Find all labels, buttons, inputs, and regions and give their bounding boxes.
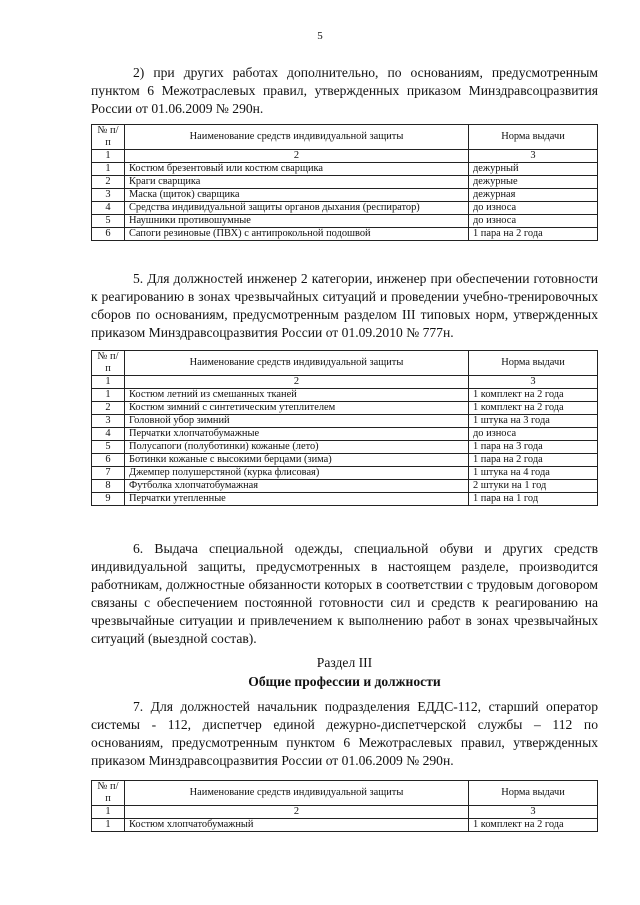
ppe-table-2 <box>91 350 598 506</box>
header-num: № п/п <box>92 125 125 150</box>
section-label: Раздел III <box>316 655 373 670</box>
ppe-name: Ботинки кожаные с высокими берцами (зима) <box>125 454 469 467</box>
issue-norm: 1 комплект на 2 года <box>469 402 598 415</box>
row-number: 1 <box>92 389 125 402</box>
table-row <box>92 215 598 228</box>
issue-norm: 1 пара на 3 года <box>469 441 598 454</box>
header-name: Наименование средств индивидуальной защиты <box>125 125 469 150</box>
table-row <box>92 480 598 493</box>
ppe-table-3 <box>91 780 598 832</box>
ppe-name: Маска (щиток) сварщика <box>125 189 469 202</box>
ppe-name: Костюм хлопчатобумажный <box>125 819 469 832</box>
issue-norm: 1 штука на 4 года <box>469 467 598 480</box>
issue-norm: 2 штуки на 1 год <box>469 480 598 493</box>
row-number: 4 <box>92 428 125 441</box>
table-row <box>92 454 598 467</box>
row-number: 5 <box>92 441 125 454</box>
row-number: 3 <box>92 189 125 202</box>
table-row <box>92 819 598 832</box>
issue-norm: 1 пара на 2 года <box>469 228 598 241</box>
paragraph-5: 5. Для должностей инженер 2 категории, инженер при обеспечении готовности к реагированию в зонах чрезвычайных ситуаций и проведении учебно-тренировочных сборов по основаниям, предусмотренным разделом III типовых норм, утвержденных приказом Минздравсоцразвития России от 01.09.2010 № 777н. <box>91 271 598 340</box>
row-number: 2 <box>92 176 125 189</box>
table-header-row <box>92 351 598 376</box>
ppe-name: Головной убор зимний <box>125 415 469 428</box>
table-3-body <box>92 819 598 832</box>
row-number: 6 <box>92 454 125 467</box>
ppe-name: Костюм летний из смешанных тканей <box>125 389 469 402</box>
row-number: 8 <box>92 480 125 493</box>
header-name: Наименование средств индивидуальной защиты <box>125 351 469 376</box>
issue-norm: 1 комплект на 2 года <box>469 389 598 402</box>
issue-norm: до износа <box>469 202 598 215</box>
ppe-table-1 <box>91 124 598 241</box>
table-row <box>92 441 598 454</box>
table-row <box>92 228 598 241</box>
header-norm: Норма выдачи <box>469 351 598 376</box>
table-header-row <box>92 781 598 806</box>
table-index-row: 1 2 3 <box>92 376 598 389</box>
table-header-row <box>92 125 598 150</box>
issue-norm: до износа <box>469 428 598 441</box>
ppe-name: Перчатки хлопчатобумажные <box>125 428 469 441</box>
ppe-name: Наушники противошумные <box>125 215 469 228</box>
table-1-body <box>92 163 598 241</box>
ppe-name: Полусапоги (полуботинки) кожаные (лето) <box>125 441 469 454</box>
row-number: 2 <box>92 402 125 415</box>
row-number: 3 <box>92 415 125 428</box>
table-row <box>92 189 598 202</box>
issue-norm: 1 пара на 1 год <box>469 493 598 506</box>
row-number: 5 <box>92 215 125 228</box>
table-row <box>92 428 598 441</box>
table-index-row: 1 2 3 <box>92 150 598 163</box>
ppe-name: Краги сварщика <box>125 176 469 189</box>
table-2-body <box>92 389 598 506</box>
issue-norm: 1 комплект на 2 года <box>469 819 598 832</box>
table-row <box>92 415 598 428</box>
issue-norm: дежурная <box>469 189 598 202</box>
issue-norm: дежурные <box>469 176 598 189</box>
ppe-name: Джемпер полушерстяной (курка флисовая) <box>125 467 469 480</box>
paragraph-6: 6. Выдача специальной одежды, специальной обуви и других средств индивидуальной защиты, предусмотренных в настоящем разделе, производится работникам, должностные обязанности которых в соответствии с трудовым договором связаны с обеспечением постоянной готовности сил и средств к реагированию на чрезвычайные ситуации и привлечением к выполнению работ в зонах чрезвычайных ситуаций (выездной состав). <box>91 541 598 646</box>
row-number: 7 <box>92 467 125 480</box>
ppe-name: Сапоги резиновые (ПВХ) с антипрокольной подошвой <box>125 228 469 241</box>
paragraph-7: 7. Для должностей начальник подразделения ЕДДС-112, старший оператор системы - 112, диспетчер единой дежурно-диспетчерской службы – 112 по основаниям, предусмотренным пунктом 6 Межотраслевых правил, утвержденных приказом Минздравсоцразвития России от 01.06.2009 № 290н. <box>91 699 598 768</box>
table-row <box>92 202 598 215</box>
page-number: 5 <box>317 30 323 42</box>
table-row <box>92 493 598 506</box>
table-row <box>92 163 598 176</box>
row-number: 6 <box>92 228 125 241</box>
ppe-name: Костюм брезентовый или костюм сварщика <box>125 163 469 176</box>
table-row <box>92 467 598 480</box>
row-number: 9 <box>92 493 125 506</box>
header-norm: Норма выдачи <box>469 781 598 806</box>
issue-norm: 1 штука на 3 года <box>469 415 598 428</box>
header-name: Наименование средств индивидуальной защиты <box>125 781 469 806</box>
ppe-name: Средства индивидуальной защиты органов дыхания (респиратор) <box>125 202 469 215</box>
table-row <box>92 176 598 189</box>
table-row <box>92 389 598 402</box>
issue-norm: дежурный <box>469 163 598 176</box>
issue-norm: 1 пара на 2 года <box>469 454 598 467</box>
issue-norm: до износа <box>469 215 598 228</box>
ppe-name: Перчатки утепленные <box>125 493 469 506</box>
table-index-row: 1 2 3 <box>92 806 598 819</box>
section-title: Общие профессии и должности <box>248 674 441 689</box>
row-number: 4 <box>92 202 125 215</box>
ppe-name: Футболка хлопчатобумажная <box>125 480 469 493</box>
ppe-name: Костюм зимний с синтетическим утеплителем <box>125 402 469 415</box>
row-number: 1 <box>92 819 125 832</box>
header-num: № п/п <box>92 781 125 806</box>
paragraph-2: 2) при других работах дополнительно, по основаниям, предусмотренным пунктом 6 Межотраслевых правил, утвержденных приказом Минздравсоцразвития России от 01.06.2009 № 290н. <box>91 65 598 116</box>
row-number: 1 <box>92 163 125 176</box>
header-norm: Норма выдачи <box>469 125 598 150</box>
header-num: № п/п <box>92 351 125 376</box>
table-row <box>92 402 598 415</box>
